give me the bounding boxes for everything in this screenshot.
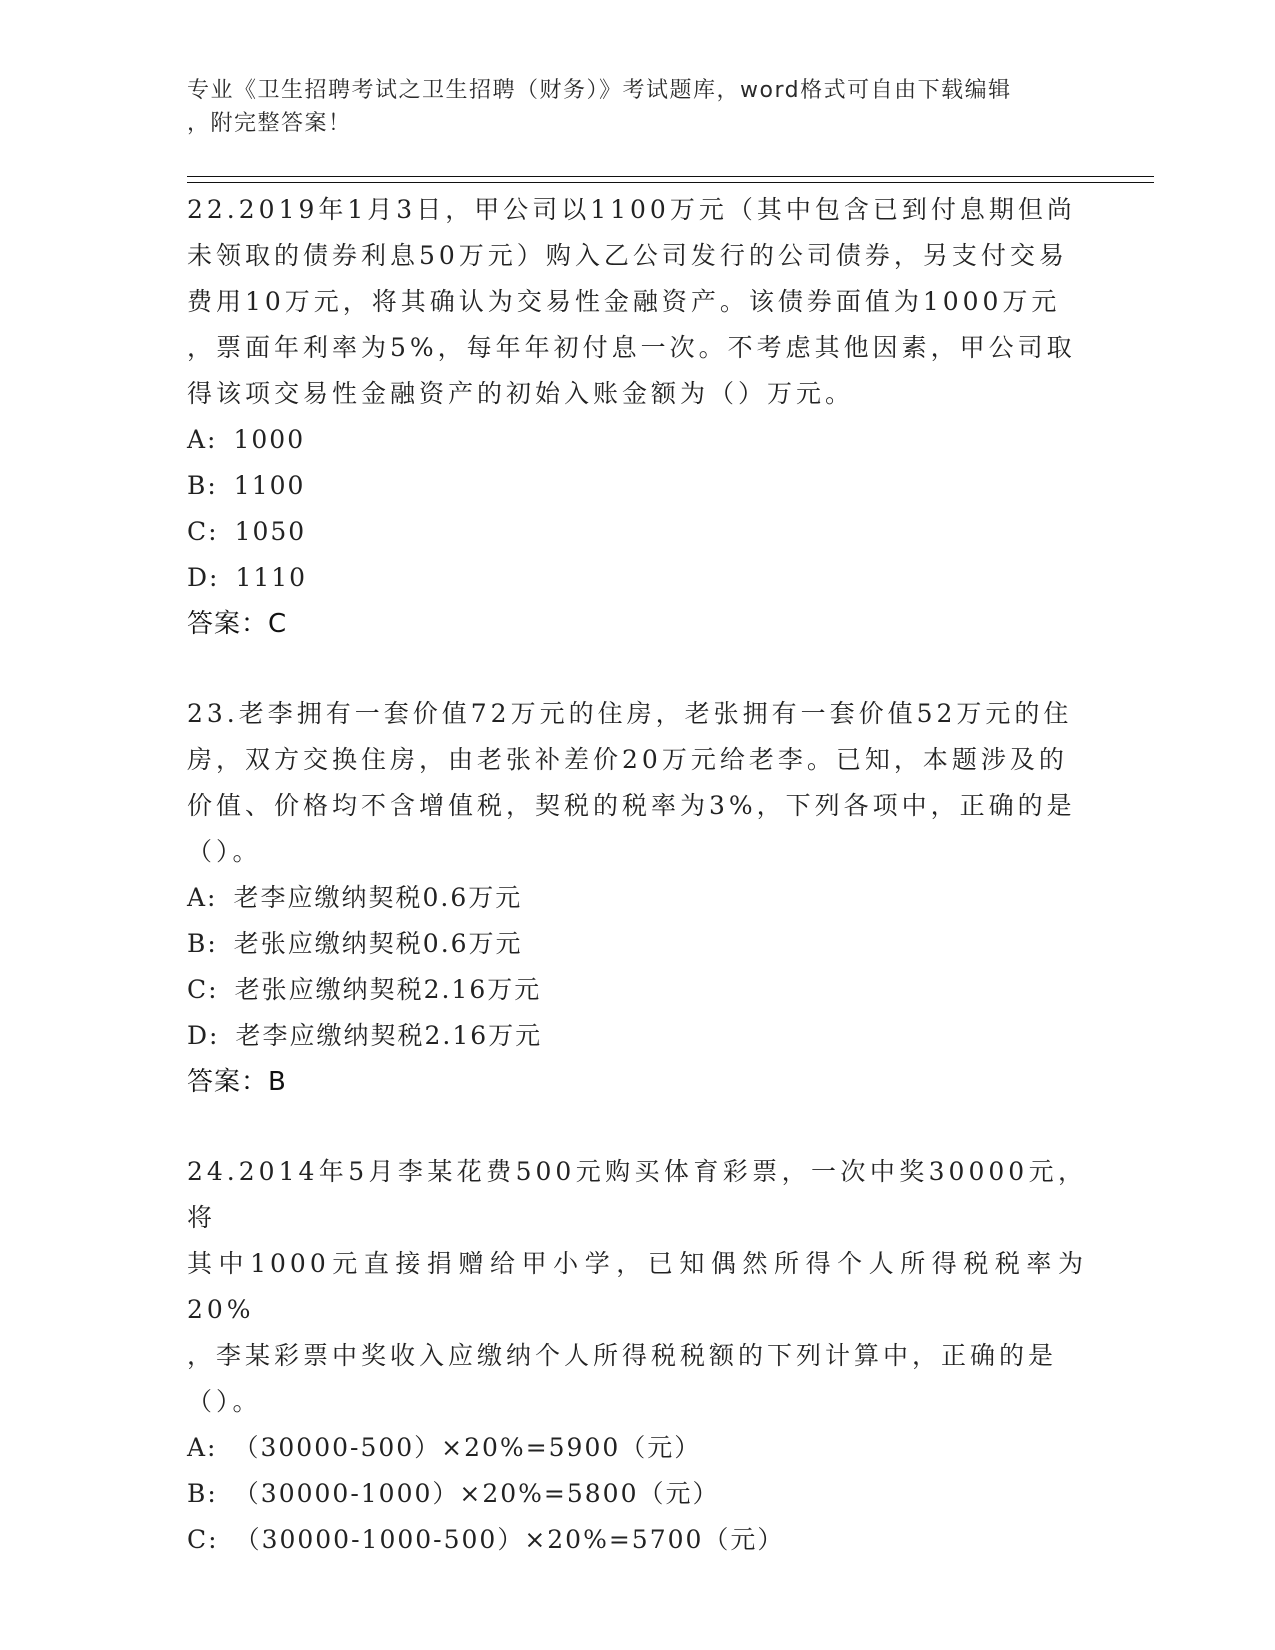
question-spacer: [187, 1105, 1087, 1149]
stem-line: 22.2019年1月3日，甲公司以1100万元（其中包含已到付息期但尚: [187, 195, 1076, 224]
question-22: [187, 187, 1087, 647]
question-24: [187, 1149, 1087, 1563]
stem-line: 房，双方交换住房，由老张补差价20万元给老李。已知，本题涉及的: [187, 745, 1068, 774]
document-header: [187, 74, 1087, 140]
stem-line: （）。: [187, 1387, 262, 1416]
stem-line: 价值、价格均不含增值税，契税的税率为3%，下列各项中，正确的是: [187, 791, 1076, 820]
option-a: [187, 417, 1087, 463]
option-c: [187, 1517, 1087, 1563]
stem-line: ，李某彩票中奖收入应缴纳个人所得税税额的下列计算中，正确的是: [187, 1341, 1058, 1370]
option-key: B:: [187, 1479, 218, 1508]
option-b: [187, 921, 1087, 967]
question-list: [187, 187, 1087, 1563]
option-c: [187, 967, 1087, 1013]
option-key: C:: [187, 1525, 219, 1554]
option-d: [187, 1013, 1087, 1059]
header-divider-top: [187, 176, 1154, 177]
stem-line: 24.2014年5月李某花费500元购买体育彩票，一次中奖30000元，将: [187, 1157, 1087, 1232]
option-d: [187, 555, 1087, 601]
option-text: 老李应缴纳契税0.6万元: [233, 883, 523, 912]
option-text: （30000-1000）×20%=5800（元）: [233, 1479, 720, 1508]
answer-line: 答案：C: [187, 609, 288, 639]
header-title-line-2: ，附完整答案！: [187, 111, 352, 136]
option-text: 1000: [233, 425, 306, 454]
option-text: 1100: [233, 471, 306, 500]
option-b: [187, 1471, 1087, 1517]
option-key: A:: [187, 883, 218, 912]
question-stem: [187, 691, 1087, 875]
question-23: [187, 691, 1087, 1105]
option-key: A:: [187, 1433, 218, 1462]
header-divider-bottom: [187, 182, 1154, 183]
option-key: D:: [187, 563, 220, 592]
stem-line: ，票面年利率为5%，每年年初付息一次。不考虑其他因素，甲公司取: [187, 333, 1076, 362]
option-key: D:: [187, 1021, 220, 1050]
option-key: B:: [187, 471, 218, 500]
stem-line: 23.老李拥有一套价值72万元的住房，老张拥有一套价值52万元的住: [187, 699, 1073, 728]
option-key: A:: [187, 425, 218, 454]
stem-line: 费用10万元，将其确认为交易性金融资产。该债券面值为1000万元: [187, 287, 1061, 316]
header-title-line-1: 专业《卫生招聘考试之卫生招聘（财务）》考试题库，word格式可自由下载编辑: [187, 78, 1012, 103]
option-a: [187, 875, 1087, 921]
question-stem: [187, 1149, 1087, 1425]
stem-line: （）。: [187, 837, 262, 866]
option-text: 老张应缴纳契税2.16万元: [234, 975, 542, 1004]
option-key: B:: [187, 929, 218, 958]
question-stem: [187, 187, 1087, 417]
option-text: 1110: [235, 563, 308, 592]
option-text: （30000-1000-500）×20%=5700（元）: [234, 1525, 785, 1554]
option-a: [187, 1425, 1087, 1471]
option-c: [187, 509, 1087, 555]
option-key: C:: [187, 517, 219, 546]
option-text: 老张应缴纳契税0.6万元: [233, 929, 523, 958]
answer-line: 答案：B: [187, 1067, 287, 1097]
option-text: 1050: [234, 517, 307, 546]
option-b: [187, 463, 1087, 509]
stem-line: 未领取的债券利息50万元）购入乙公司发行的公司债券，另支付交易: [187, 241, 1068, 270]
question-spacer: [187, 647, 1087, 691]
option-text: （30000-500）×20%=5900（元）: [233, 1433, 702, 1462]
option-key: C:: [187, 975, 219, 1004]
stem-line: 得该项交易性金融资产的初始入账金额为（）万元。: [187, 379, 855, 408]
stem-line: 其中1000元直接捐赠给甲小学，已知偶然所得个人所得税税率为20%: [187, 1249, 1087, 1324]
option-text: 老李应缴纳契税2.16万元: [235, 1021, 543, 1050]
